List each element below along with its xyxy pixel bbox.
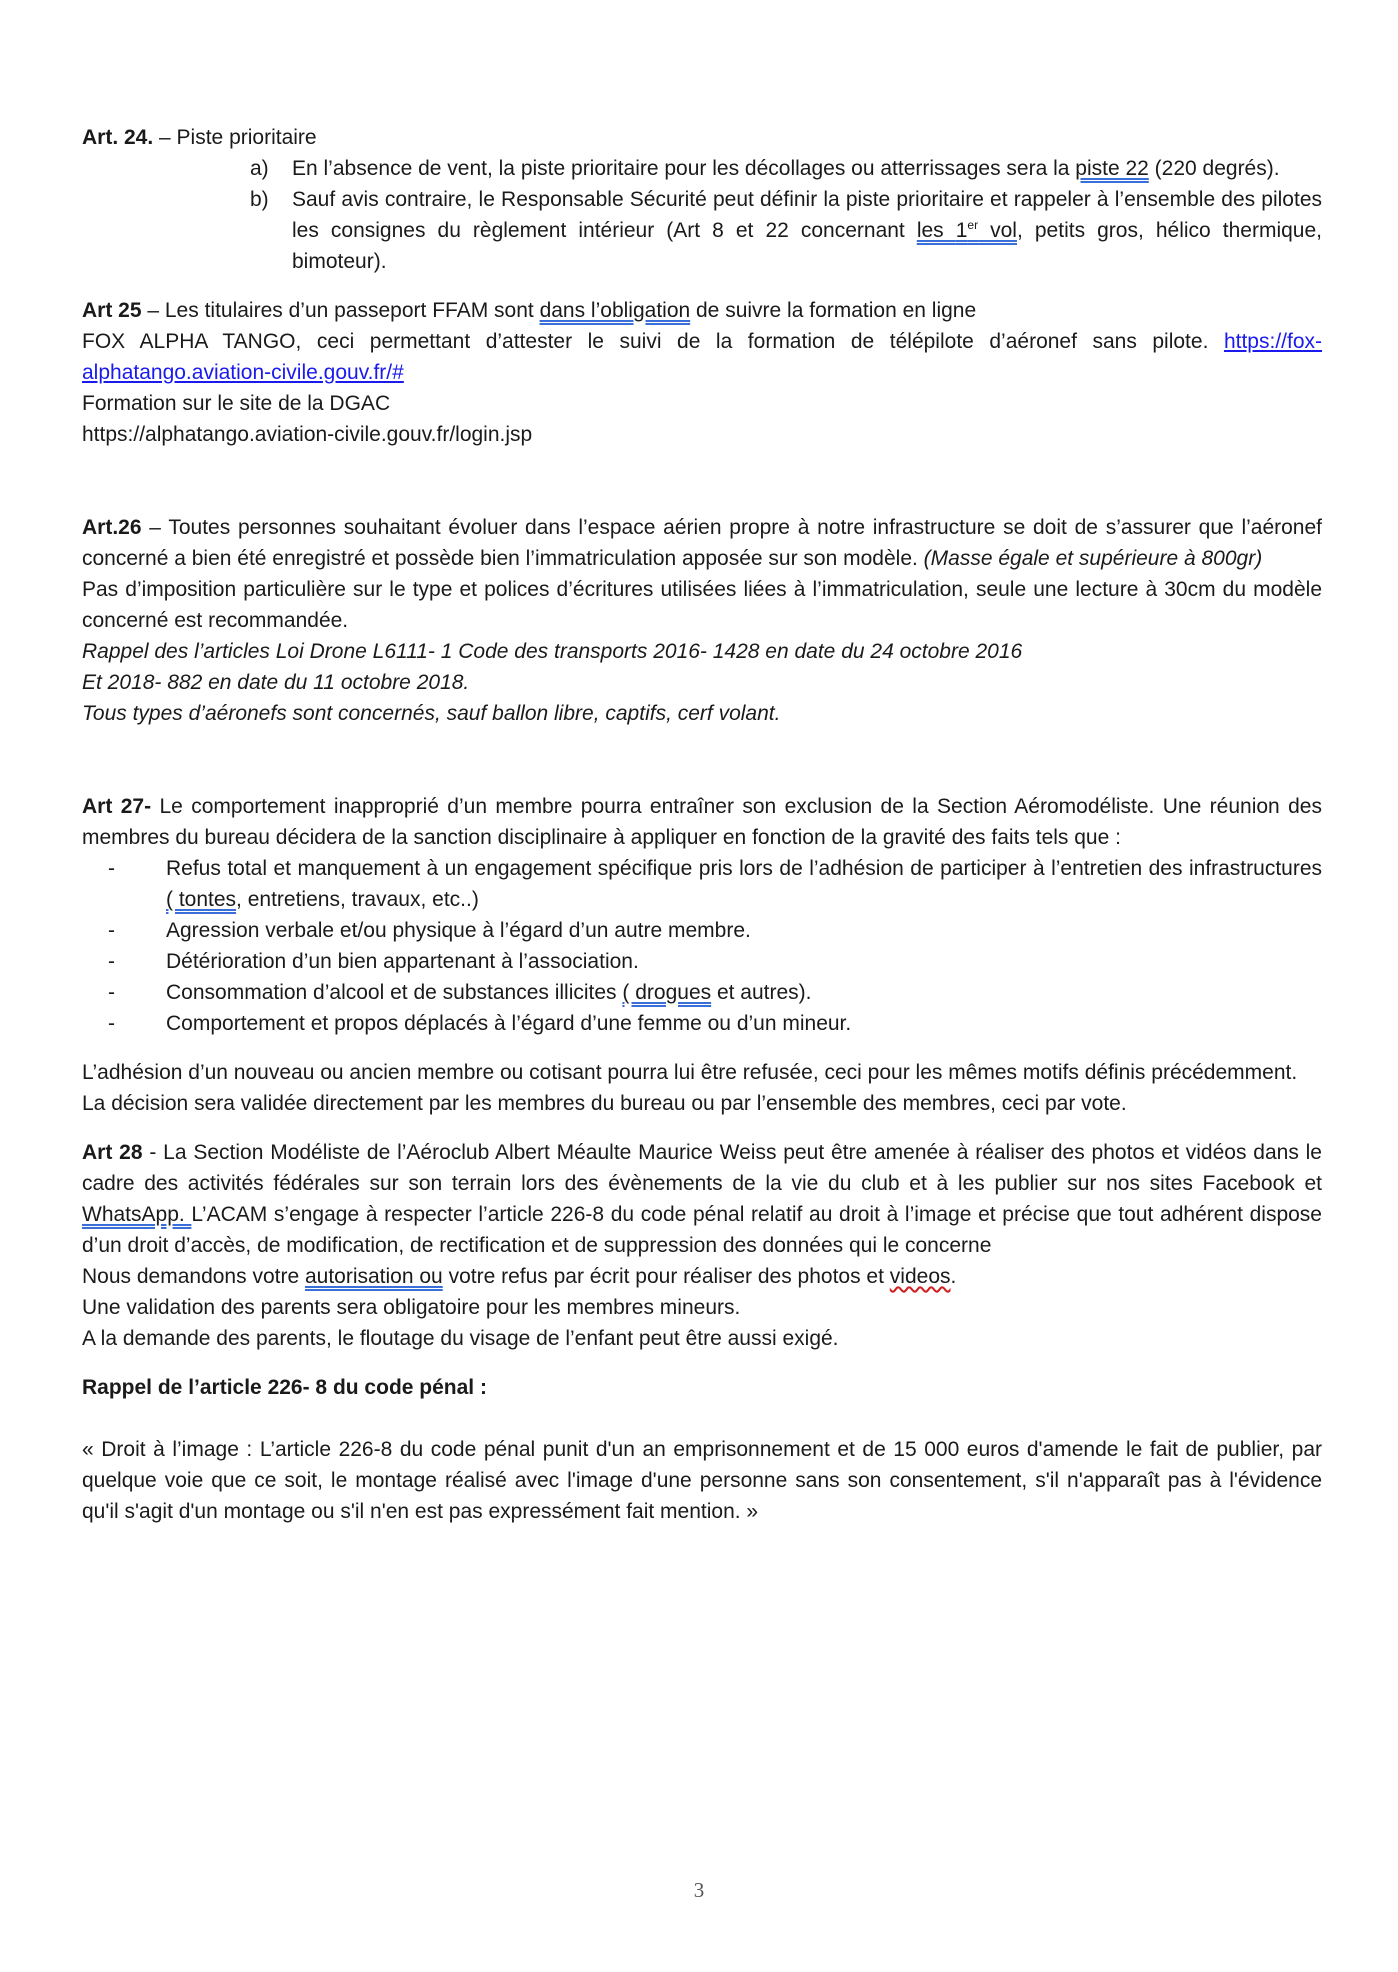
spacer [82,277,1322,295]
reminder-heading [82,1372,1322,1403]
document-page [82,122,1322,1527]
article-25-para-2 [82,326,1322,388]
paragraph-text: - La Section Modéliste de l’Aéroclub Albert Méaulte Maurice Weiss peut être amenée à réaliser des photos et vidéos dans le cadre des activités fédérales sur son terrain lors des évènements de la vie du club et à les publier sur nos sites Facebook et [82,1141,1322,1195]
grammar-flagged-text[interactable]: autorisation ou [304,1265,443,1288]
paragraph-text: Le comportement inapproprié d’un membre pourra entraîner son exclusion de la Section Aéromodéliste. Une réunion des membres du bureau décidera de la sanction disciplinaire à appliquer en fonction de la gravité des faits tels que : [82,795,1322,849]
list-item-text: En l’absence de vent, la piste prioritaire pour les décollages ou atterrissages sera la [292,157,1076,180]
article-28 [82,1137,1322,1354]
paragraph-text: – Toutes personnes souhaitant évoluer dans l’espace aérien propre à notre infrastructure se doit de s’assurer que l’aéronef concerné a bien été enregistré et possède bien l’immatriculation apposée sur son modèle. [82,516,1322,570]
legal-reference-line: Rappel des l’articles Loi Drone L6111- 1 Code des transports 2016- 1428 en date du 24 octobre 2016 [82,640,1023,663]
list-item [82,184,1322,277]
article-label: Art 28 [82,1141,143,1164]
list-item-text: , petits gros, hélico thermique, bimoteur). [292,219,1322,273]
list-item-text: Consommation d’alcool et de substances illicites [166,981,623,1004]
legal-reference-line: Et 2018- 882 en date du 11 octobre 2018. [82,671,470,694]
article-26-para [82,512,1322,574]
dash-marker: - [108,981,115,1004]
list-item [82,946,1322,977]
article-27-para-3: La décision sera validée directement par les membres du bureau ou par l’ensemble des membres, ceci par vote. [82,1092,1127,1115]
dash-marker: - [108,1012,115,1035]
spacer [82,1354,1322,1372]
article-27-para-2: L’adhésion d’un nouveau ou ancien membre ou cotisant pourra lui être refusée, ceci pour les mêmes motifs définis précédemment. [82,1061,1298,1084]
paragraph-text: FOX ALPHA TANGO, ceci permettant d’attester le suivi de la formation de télépilote d’aéronef sans pilote. [82,330,1224,353]
list-item [82,1008,1322,1039]
list-item-text: Comportement et propos déplacés à l’égard d’une femme ou d’un mineur. [166,1012,852,1035]
paragraph-text: de suivre la formation en ligne [690,299,977,322]
spacer [82,1039,1322,1057]
list-item [82,977,1322,1008]
paragraph-text: Nous demandons votre [82,1265,305,1288]
list-item-text: Agression verbale et/ou physique à l’égard d’un autre membre. [166,919,751,942]
list-item-text: , entretiens, travaux, etc..) [236,888,479,911]
alphatango-login-url: https://alphatango.aviation-civile.gouv.fr/login.jsp [82,423,533,446]
fox-alphatango-link[interactable]: https://fox-alphatango.aviation-civile.gouv.fr/# [82,330,1322,384]
article-28-para [82,1137,1322,1261]
list-item-text: Refus total et manquement à un engagement spécifique pris lors de l’adhésion de participer à l’entretien des infrastructures [166,857,1322,880]
article-title: – Piste prioritaire [153,126,317,149]
article-label: Art 25 [82,299,142,322]
aircraft-types-note: Tous types d’aéronefs sont concernés, sauf ballon libre, captifs, cerf volant. [82,702,781,725]
grammar-flagged-text[interactable]: ( drogues [622,981,712,1004]
article-24-heading [82,122,1322,153]
authorization-request-line [82,1261,1322,1292]
spacer [82,1119,1322,1137]
article-label: Art 27- [82,795,152,818]
article-25-para [82,295,1322,326]
list-item-text: et autres). [711,981,812,1004]
grammar-flagged-text[interactable]: dans l’obligation [539,299,691,322]
article-26 [82,512,1322,729]
article-27 [82,791,1322,1119]
penal-code-reminder [82,1372,1322,1527]
face-blurring-line: A la demande des parents, le floutage du visage de l’enfant peut être aussi exigé. [82,1327,839,1350]
grammar-flagged-text[interactable]: piste 22 [1075,157,1149,180]
dash-marker: - [108,950,115,973]
grammar-flagged-text[interactable] [917,219,1017,242]
article-24 [82,122,1322,277]
dgac-training-line: Formation sur le site de la DGAC [82,392,391,415]
parental-validation-line: Une validation des parents sera obligatoire pour les membres mineurs. [82,1296,741,1319]
reminder-quote: « Droit à l’image : L’article 226-8 du code pénal punit d'un an emprisonnement et de 15 000 euros d'amende le fait de publier, par quelque voie que ce soit, le montage réalisé avec l'image d'une personne sans son consentement, s'il n'apparaît pas à l'évidence qu'il s'agit d'un montage ou s'il n'en est pas expressément fait mention. » [82,1438,1322,1523]
paragraph-text: – Les titulaires d’un passeport FFAM sont [141,299,540,322]
spacer [82,729,1322,791]
list-item [82,915,1322,946]
dash-marker: - [108,857,115,880]
spacer [82,450,1322,512]
article-label: Art.26 [82,516,142,539]
grammar-flagged-text[interactable]: ( tontes [166,888,237,911]
dash-marker: - [108,919,115,942]
article-26-para-2: Pas d’imposition particulière sur le type et polices d’écritures utilisées liées à l’immatriculation, seule une lecture à 30cm du modèle concerné est recommandée. [82,578,1322,632]
spacer [82,1403,1322,1434]
article-25 [82,295,1322,450]
grammar-flagged-text[interactable]: WhatsApp. [82,1203,192,1226]
list-item-text: Sauf avis contraire, le Responsable Sécurité peut définir la piste prioritaire et rappeler à l’ensemble des pilotes les consignes du règlement intérieur (Art 8 et 22 concernant [292,188,1322,242]
paragraph-text: votre refus par écrit pour réaliser des photos et [442,1265,890,1288]
article-label: Art. 24. [82,126,154,149]
flagged-text-part: vol [978,219,1017,242]
reminder-heading-text: Rappel de l’article 226- 8 du code pénal : [82,1376,487,1399]
list-marker: a) [250,157,269,180]
flagged-text-part: les [916,219,956,242]
list-item-text: Détérioration d’un bien appartenant à l’association. [166,950,639,973]
article-24-list [82,153,1322,277]
italic-note: (Masse égale et supérieure à 800gr) [923,547,1263,570]
list-marker: b) [250,188,269,211]
article-27-list [82,853,1322,1039]
list-item [82,153,1322,184]
paragraph-text: . [950,1265,957,1288]
paragraph-text: L’ACAM s’engage à respecter l’article 226-8 du code pénal relatif au droit à l’image et précise que tout adhérent dispose d’un droit d’accès, de modification, de rectification et de suppression des données qui le concerne [82,1203,1322,1257]
article-27-para [82,791,1322,853]
spelling-flagged-text[interactable]: videos [889,1265,951,1288]
list-item-text: (220 degrés). [1148,157,1280,180]
superscript: er [967,218,979,232]
list-item [82,853,1322,915]
flagged-text-part: 1 [955,219,968,242]
page-number: 3 [693,1878,705,1902]
